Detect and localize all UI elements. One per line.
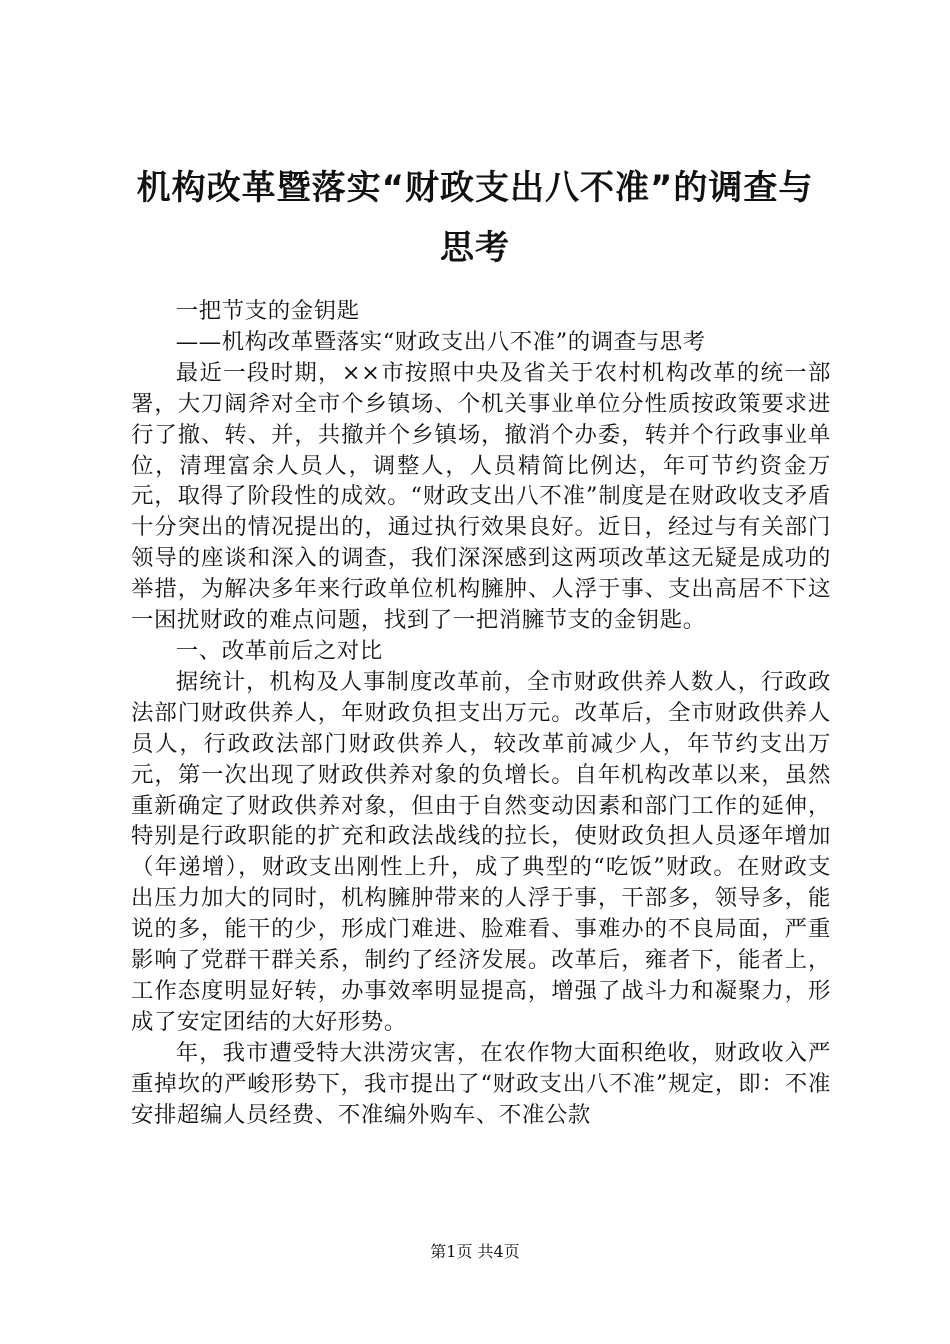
title-line-1: 机构改革暨落实“财政支出八不准”的调查与	[136, 168, 814, 208]
paragraph-intro: 最近一段时期，××市按照中央及省关于农村机构改革的统一部署，大刀阔斧对全市个乡镇场、个机关事业单位分性质按政策要求进行了撤、转、并，共撤并个乡镇场，撤消个办委，转并个行政事业单位，清理富余人员人，调整人，人员精简比例达，年可节约资金万元，取得了阶段性的成效。“财政支出八不准”制度是在财政收支矛盾十分突出的情况提出的，通过执行效果良好。近日，经过与有关部门领导的座谈和深入的调查，我们深深感到这两项改革这无疑是成功的举措，为解决多年来行政单位机构臃肿、人浮于事、支出高居不下这一困扰财政的难点问题，找到了一把消臃节支的金钥匙。	[131, 359, 831, 634]
document-body	[131, 296, 831, 1130]
paragraph-subtitle: 一把节支的金钥匙	[175, 298, 360, 324]
title-line-2: 思考	[440, 228, 510, 268]
page-footer: 第1页 共4页	[430, 1242, 520, 1261]
paragraph-subheading: ——机构改革暨落实“财政支出八不准”的调查与思考	[175, 328, 706, 355]
paragraph-statistics: 据统计，机构及人事制度改革前，全市财政供养人数人，行政政法部门财政供养人，年财政负担支出万元。改革后，全市财政供养人员人，行政政法部门财政供养人，较改革前减少人，年节约支出万元，第一次出现了财政供养对象的负增长。自年机构改革以来，虽然重新确定了财政供养对象，但由于自然变动因素和部门工作的延伸，特别是行政职能的扩充和政法战线的拉长，使财政负担人员逐年增加（年递增），财政支出刚性上升，成了典型的“吃饭”财政。在财政支出压力加大的同时，机构臃肿带来的人浮于事，干部多，领导多，能说的多，能干的少，形成门难进、脸难看、事难办的不良局面，严重影响了党群干群关系，制约了经济发展。改革后，雍者下，能者上，工作态度明显好转，办事效率明显提高，增强了战斗力和凝聚力，形成了安定团结的大好形势。	[131, 668, 831, 1035]
paragraph-flood: 年，我市遭受特大洪涝灾害，在农作物大面积绝收，财政收入严重掉坎的严峻形势下，我市提出了“财政支出八不准”规定，即：不准安排超编人员经费、不准编外购车、不准公款	[131, 1039, 831, 1128]
document-title	[110, 158, 840, 278]
section-heading-comparison: 一、改革前后之对比	[175, 637, 383, 664]
